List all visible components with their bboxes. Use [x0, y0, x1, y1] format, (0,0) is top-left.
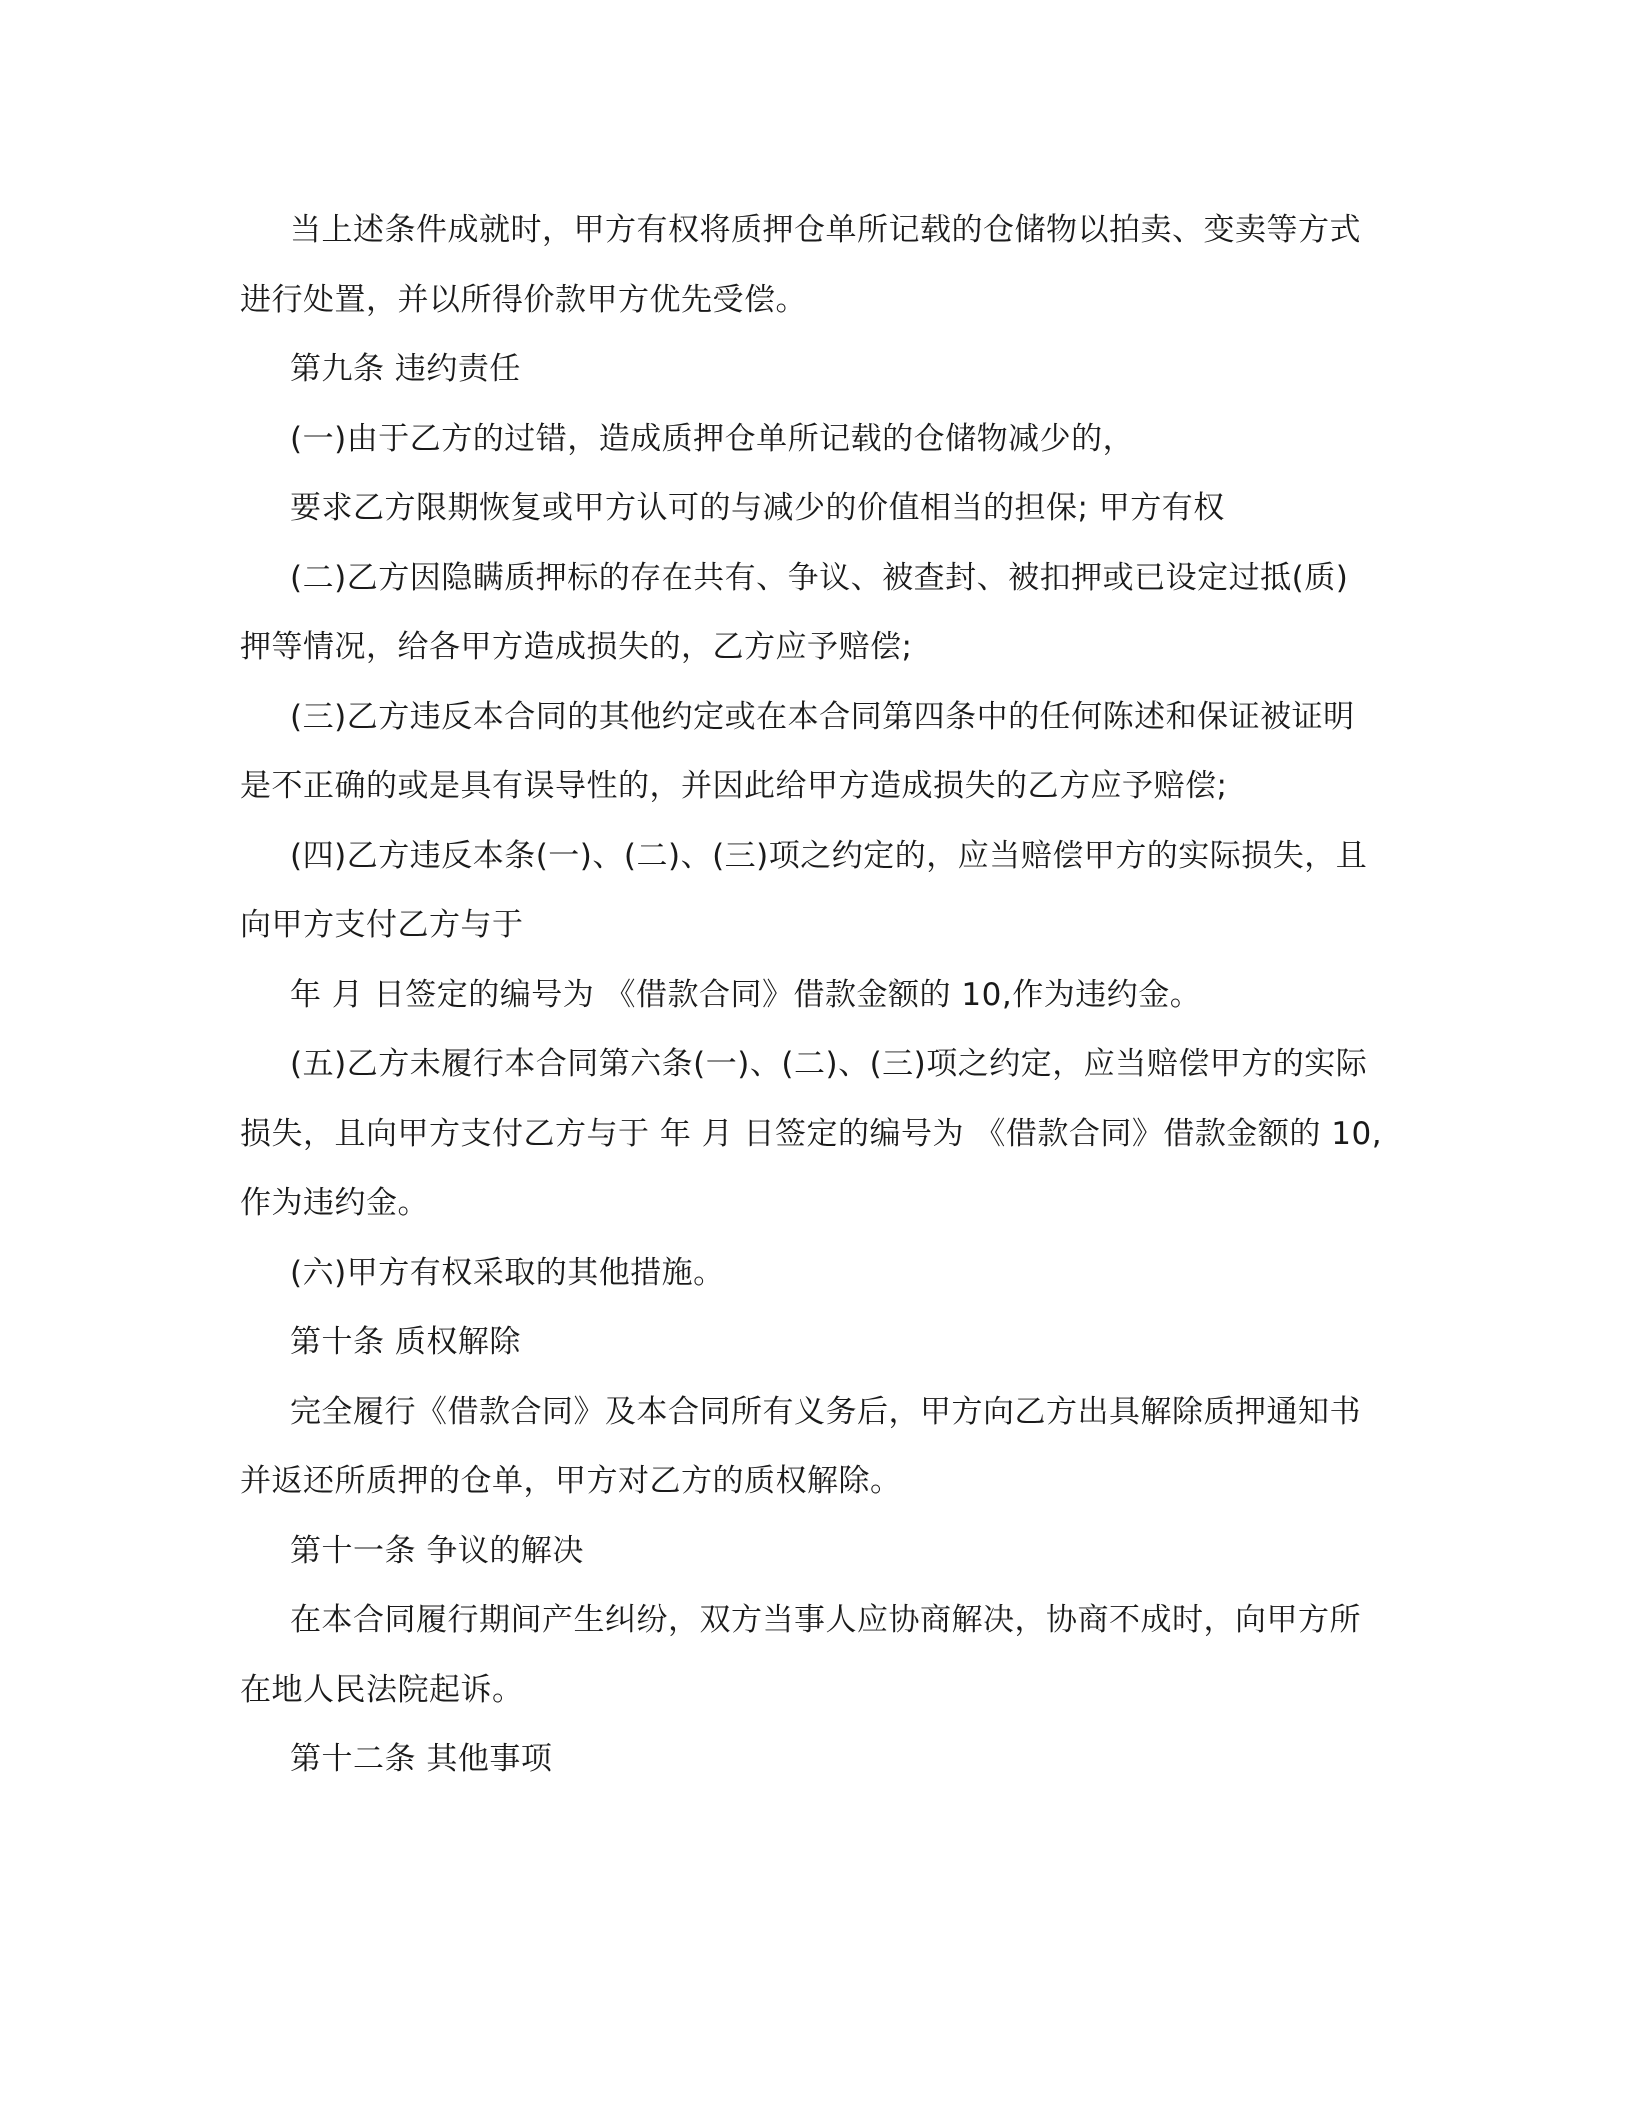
section-heading: 第九条 违约责任	[290, 351, 521, 387]
text-line: 年 月 日签定的编号为 《借款合同》借款金额的 10,作为违约金。	[290, 976, 1202, 1013]
section-heading: 第十一条 争议的解决	[290, 1532, 584, 1569]
text-line: 押等情况，给各甲方造成损失的，乙方应予赔偿;	[240, 629, 913, 665]
text-line: (五)乙方未履行本合同第六条(一)、(二)、(三)项之约定，应当赔偿甲方的实际	[290, 1046, 1368, 1082]
text-line: 向甲方支付乙方与于	[240, 907, 524, 943]
document-page	[240, 196, 1390, 1795]
text-line: 是不正确的或是具有误导性的，并因此给甲方造成损失的乙方应予赔偿;	[240, 768, 1228, 804]
text-line: 在地人民法院起诉。	[240, 1671, 524, 1708]
section-heading: 第十条 质权解除	[290, 1324, 521, 1360]
text-line: 要求乙方限期恢复或甲方认可的与减少的价值相当的担保; 甲方有权	[290, 490, 1225, 526]
text-line: 作为违约金。	[240, 1185, 429, 1221]
text-line: (二)乙方因隐瞒质押标的存在共有、争议、被查封、被扣押或已设定过抵(质)	[290, 559, 1349, 596]
text-line: 在本合同履行期间产生纠纷，双方当事人应协商解决，协商不成时，向甲方所	[290, 1602, 1361, 1638]
section-heading: 第十二条 其他事项	[290, 1741, 553, 1777]
text-line: (一)由于乙方的过错，造成质押仓单所记载的仓储物减少的，	[290, 420, 1135, 457]
text-line: 并返还所质押的仓单，甲方对乙方的质权解除。	[240, 1463, 902, 1499]
text-line: 损失，且向甲方支付乙方与于 年 月 日签定的编号为 《借款合同》借款金额的 10,	[240, 1115, 1383, 1152]
text-line: (三)乙方违反本合同的其他约定或在本合同第四条中的任何陈述和保证被证明	[290, 698, 1355, 735]
text-line: 完全履行《借款合同》及本合同所有义务后，甲方向乙方出具解除质押通知书	[290, 1393, 1361, 1430]
text-line: 进行处置，并以所得价款甲方优先受偿。	[240, 281, 807, 318]
text-line: (六)甲方有权采取的其他措施。	[290, 1254, 725, 1291]
text-line: 当上述条件成就时，甲方有权将质押仓单所记载的仓储物以拍卖、变卖等方式	[290, 212, 1361, 248]
text-line: (四)乙方违反本条(一)、(二)、(三)项之约定的，应当赔偿甲方的实际损失，且	[290, 837, 1368, 874]
